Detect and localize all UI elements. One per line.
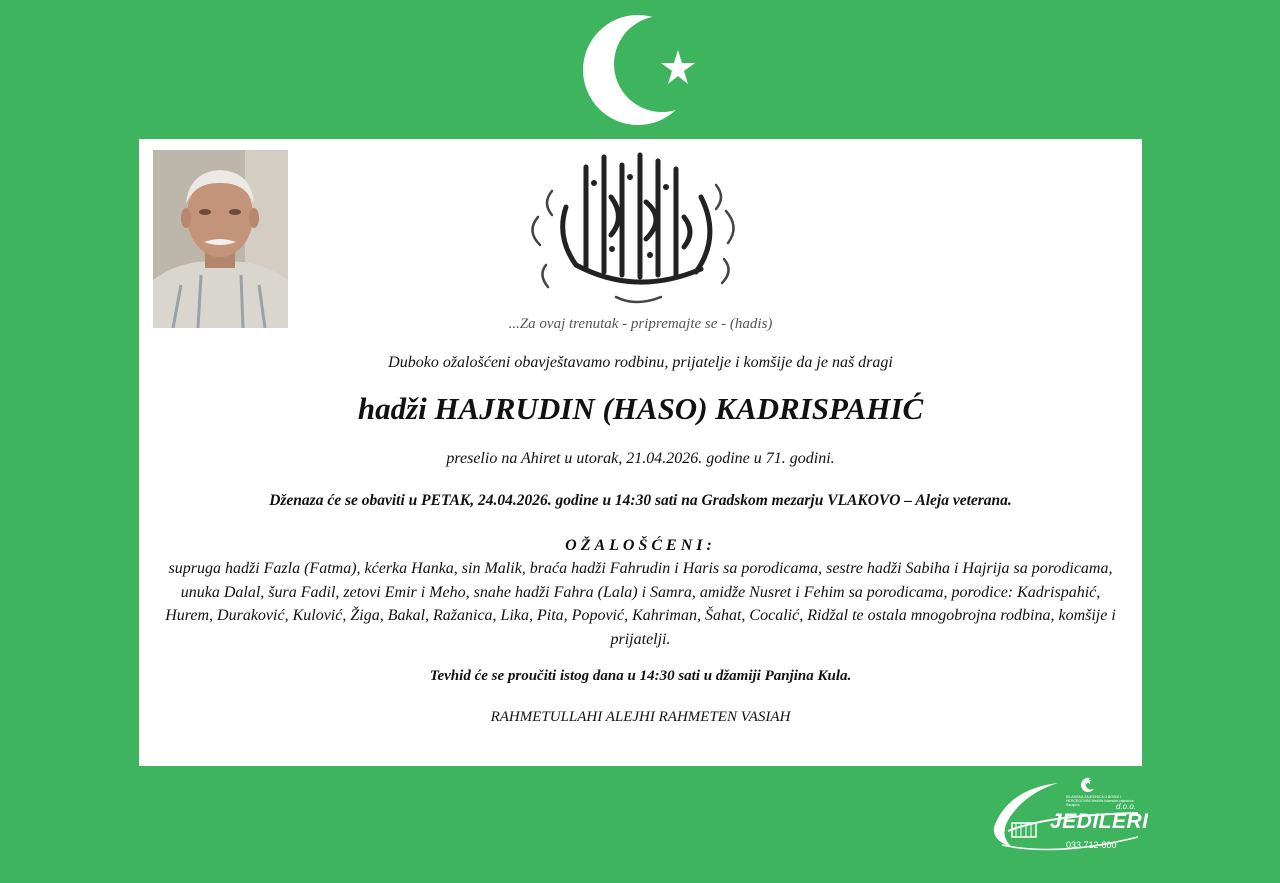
- closing-prayer: RAHMETULLAHI ALEJHI RAHMETEN VASIAH: [490, 709, 791, 725]
- intro-text: Duboko ožalošćeni obavještavamo rodbinu, prijatelje i komšije da je naš dragi: [388, 354, 893, 371]
- funeral-info: Dženaza će se obaviti u PETAK, 24.04.2026. godine u 14:30 sati na Gradskom mezarju VLAKOVO – Aleja veterana.: [269, 492, 1012, 509]
- company-suffix: d.o.o.: [1116, 802, 1137, 811]
- company-phone: 033 712-800: [1066, 840, 1117, 850]
- company-tagline: ISLAMSKA ZAJEDNICA U BOSNI I HERCEGOVINI Medžlis islamske zajednice Sarajevo: [1066, 795, 1134, 807]
- company-name: JEDILERI: [1050, 810, 1149, 833]
- mourners-list: supruga hadži Fazla (Fatma), kćerka Hanka, sin Malik, braća hadži Fahrudin i Haris sa porodicama, sestre hadži Sabiha i Hajrija sa porodicama, unuka Dalal, šura Fadil, zetovi Emir i Meho, snahe hadži Fahra (Lala) i Samra, amidže Nusret i Fehim sa porodicama, porodice: Kadrispahić, Hurem, Duraković, Kulović, Žiga, Bakal, Ražanica, Lika, Pita, Popović, Kahriman, Šahat, Cocalić, Ridžal te ostala mnogobrojna rodbina, komšije i prijatelji.: [165, 560, 1116, 648]
- hadis-quote: ...Za ovaj trenutak - pripremajte se - (hadis): [508, 316, 773, 332]
- tevhid-info: Tevhid će se proučiti istog dana u 14:30 sati u džamiji Panjina Kula.: [429, 668, 852, 684]
- deceased-name: hadži HAJRUDIN (HASO) KADRISPAHIĆ: [357, 391, 924, 426]
- mourners-heading: OŽALOŠĆENI:: [565, 537, 716, 554]
- obituary-card: [139, 139, 1142, 766]
- portrait-photo: [153, 150, 288, 328]
- passing-date-text: preselio na Ahiret u utorak, 21.04.2026. godine u 71. godini.: [446, 450, 835, 467]
- crescent-star-icon: [578, 12, 698, 128]
- arabic-calligraphy: [516, 147, 761, 315]
